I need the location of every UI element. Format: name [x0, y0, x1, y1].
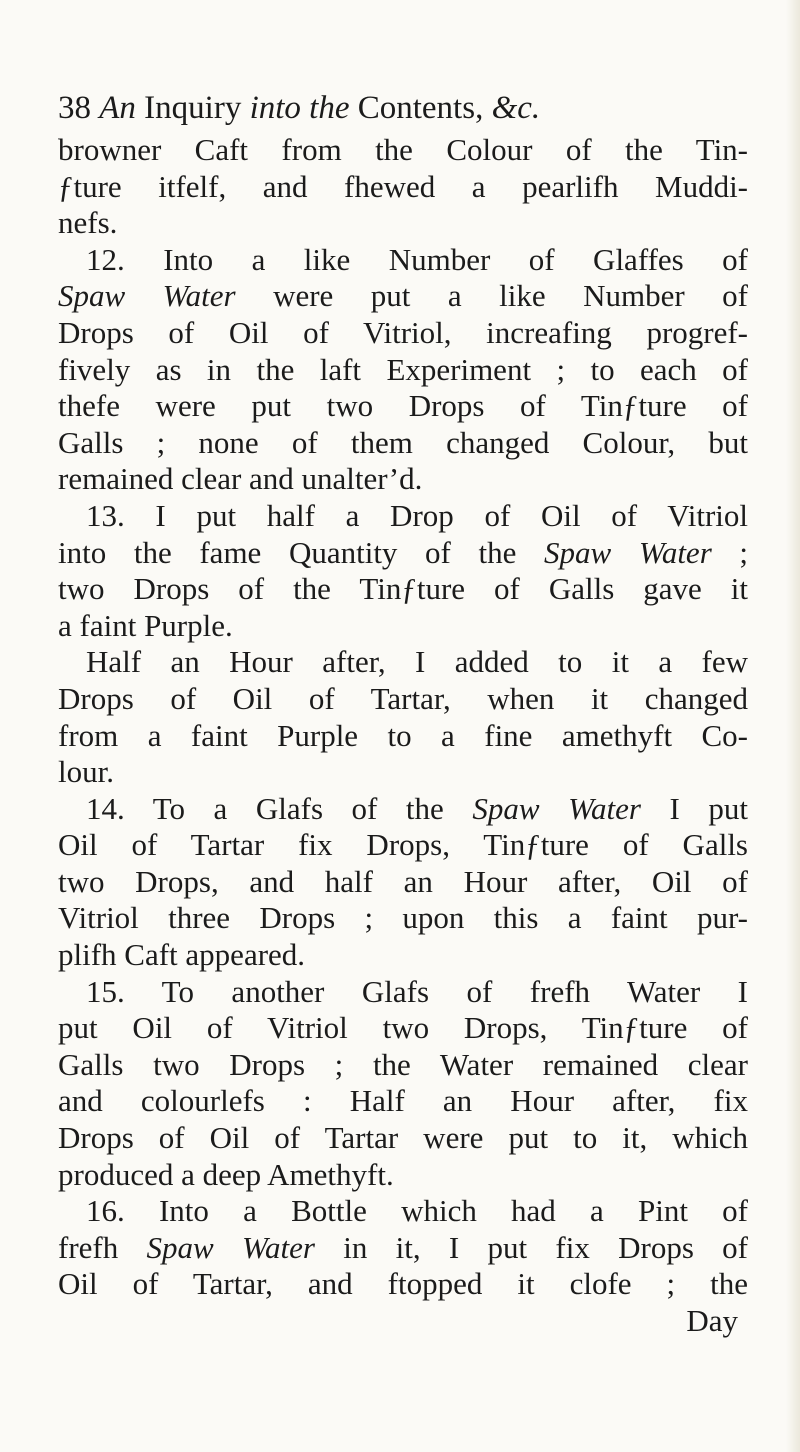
- text-line: Vitriol three Drops ; upon this a faint pur-: [58, 900, 748, 936]
- text-line: put Oil of Vitriol two Drops, Tinƒture of: [58, 1010, 748, 1046]
- text-line: a faint Purple.: [58, 607, 233, 643]
- text-line: nefs.: [58, 205, 118, 241]
- header-title-italic-5: &c.: [491, 90, 541, 126]
- text-line: produced a deep Amethyft.: [58, 1156, 394, 1192]
- italic-phrase: Spaw Water: [544, 534, 712, 570]
- italic-phrase: Spaw Water: [472, 790, 641, 826]
- text-line: two Drops, and half an Hour after, Oil of: [58, 863, 748, 899]
- text-line: Galls two Drops ; the Water remained clear: [58, 1046, 748, 1082]
- text-line: plifh Caft appeared.: [58, 937, 306, 973]
- header-title-2: Inquiry: [144, 90, 242, 126]
- italic-phrase: Spaw Water: [146, 1229, 315, 1265]
- page-text: [58, 88, 748, 1340]
- text-line: 13. I put half a Drop of Oil of Vitriol: [86, 497, 748, 533]
- text-line: Drops of Oil of Tartar were put to it, which: [58, 1120, 748, 1156]
- text-line: browner Caft from the Colour of the Tin-: [58, 132, 748, 167]
- text-line: Galls ; none of them changed Colour, but: [58, 424, 748, 460]
- catchword: Day: [686, 1303, 738, 1338]
- text-line: frefh Spaw Water in it, I put fix Drops of: [58, 1229, 749, 1265]
- text-line: ƒture itfelf, and fhewed a pearlifh Muddi-: [58, 168, 748, 204]
- text-line: Oil of Tartar fix Drops, Tinƒture of Galls: [58, 827, 748, 863]
- header-title-4: Contents,: [357, 90, 484, 126]
- text-line: lour.: [58, 754, 114, 790]
- page-edge-shadow: [786, 0, 800, 1452]
- text-line: Spaw Water were put a like Number of: [58, 278, 748, 314]
- text-line: Drops of Oil of Vitriol, increafing progref-: [58, 314, 748, 350]
- text-line: fively as in the laft Experiment ; to each of: [58, 351, 748, 387]
- header-title-italic-3: into the: [249, 90, 350, 126]
- text-line: and colourlefs : Half an Hour after, fix: [58, 1083, 748, 1119]
- text-line: 14. To a Glafs of the Spaw Water I put: [86, 790, 749, 826]
- text-line: into the fame Quantity of the Spaw Water ;: [58, 534, 749, 570]
- page-number: 38: [58, 90, 91, 126]
- text-line: 16. Into a Bottle which had a Pint of: [86, 1193, 748, 1229]
- text-line: thefe were put two Drops of Tinƒture of: [58, 388, 748, 424]
- text-line: 12. Into a like Number of Glaffes of: [86, 241, 748, 277]
- text-line: Oil of Tartar, and ftopped it clofe ; the: [58, 1266, 748, 1302]
- text-line: Half an Hour after, I added to it a few: [86, 644, 748, 680]
- text-line: remained clear and unalter’d.: [58, 461, 423, 497]
- italic-phrase: Spaw Water: [58, 278, 236, 314]
- header-title-italic-1: An: [99, 90, 136, 126]
- text-line: from a faint Purple to a fine amethyft Co-: [58, 717, 748, 753]
- text-line: two Drops of the Tinƒture of Galls gave it: [58, 571, 748, 607]
- running-header: [58, 88, 748, 128]
- text-line: 15. To another Glafs of frefh Water I: [86, 973, 748, 1009]
- text-line: Drops of Oil of Tartar, when it changed: [58, 680, 748, 716]
